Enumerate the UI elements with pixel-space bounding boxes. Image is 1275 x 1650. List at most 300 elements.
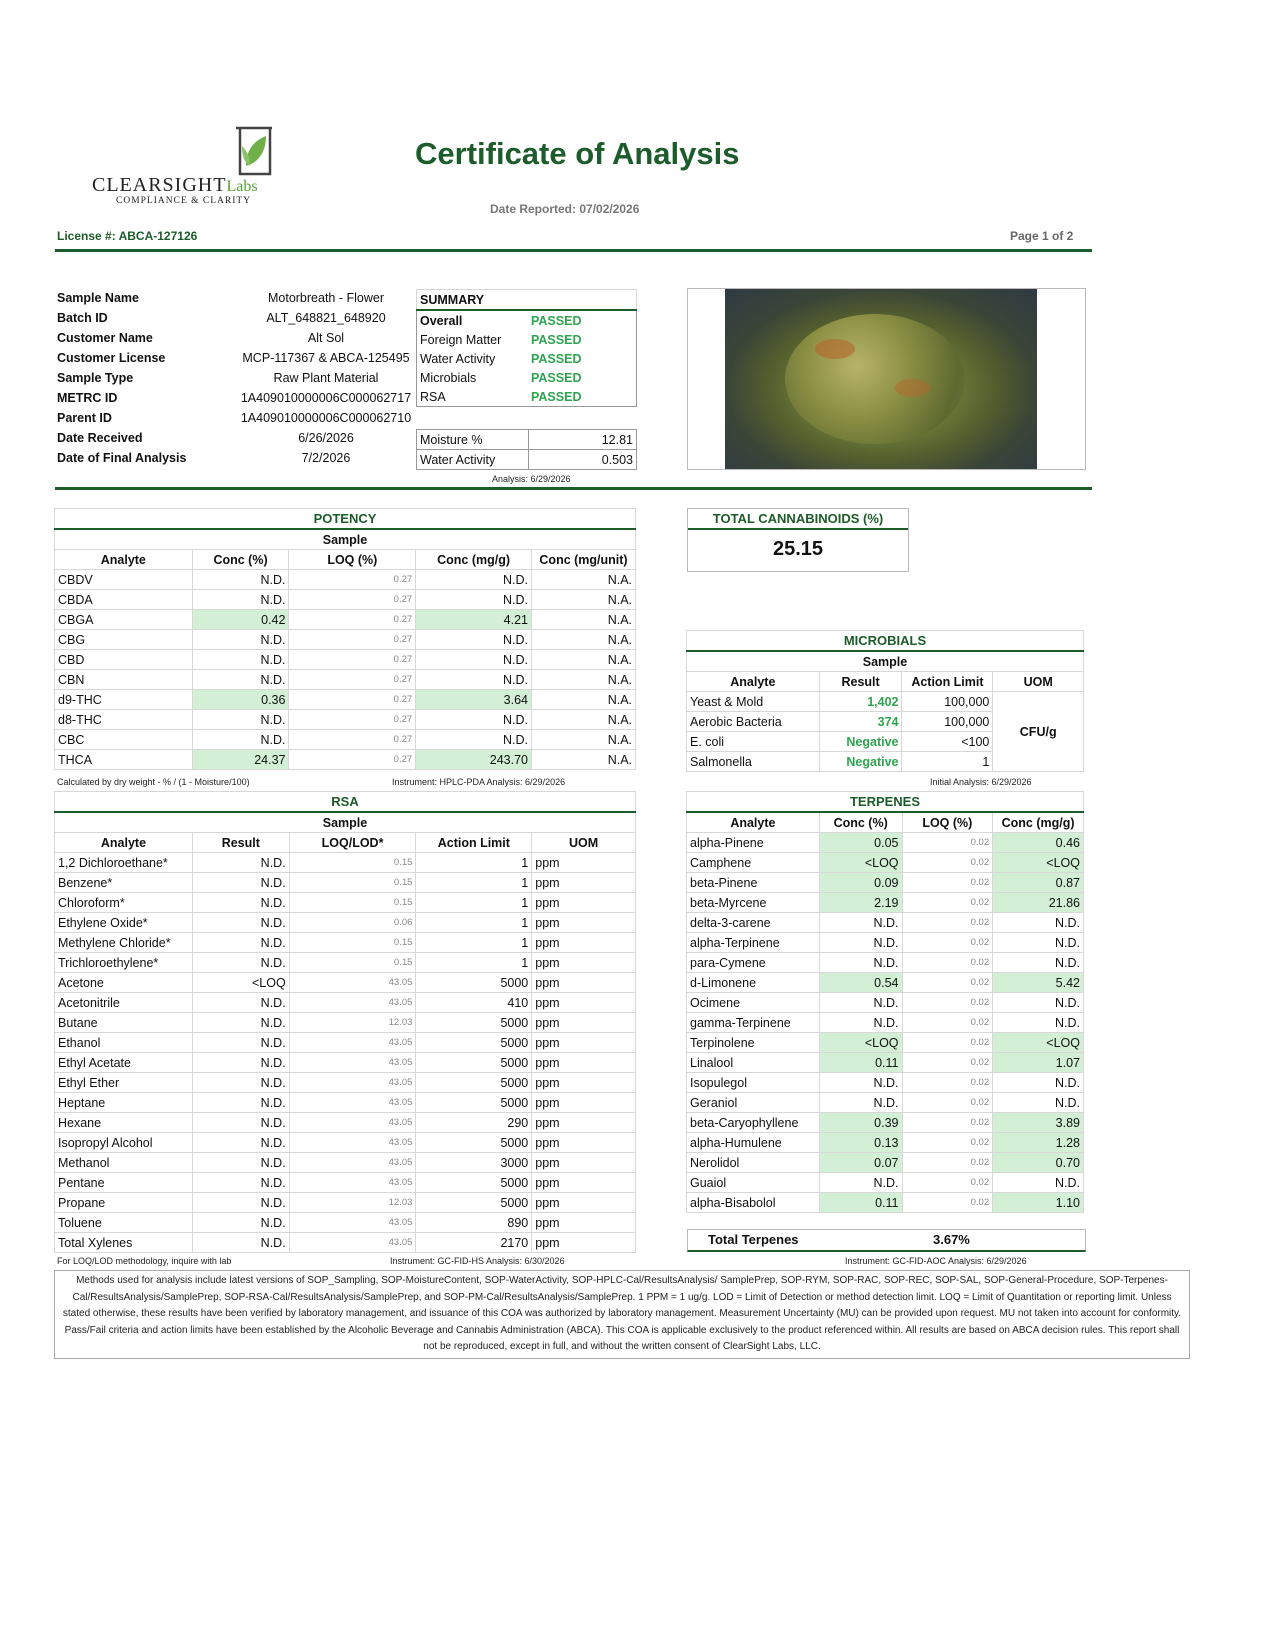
rsa-cell: N.D. (192, 933, 289, 953)
potency-row (55, 670, 636, 690)
microbial-limit: 1 (902, 752, 993, 772)
info-row (55, 388, 433, 408)
rsa-row (55, 1133, 636, 1153)
rsa-cell: 43.05 (289, 1233, 416, 1253)
total-cannabinoids-box (687, 508, 909, 572)
moisture-value: 12.81 (529, 430, 637, 450)
total-terpenes-label: Total Terpenes (708, 1232, 799, 1247)
potency-cell: N.A. (532, 650, 636, 670)
rsa-cell: 3000 (416, 1153, 532, 1173)
rsa-cell: Acetonitrile (55, 993, 193, 1013)
rsa-cell: N.D. (192, 1013, 289, 1033)
terpenes-cell: Ocimene (687, 993, 820, 1013)
potency-cell: CBDA (55, 590, 193, 610)
rsa-cell: 12.03 (289, 1013, 416, 1033)
terpenes-cell: N.D. (819, 1173, 902, 1193)
terpenes-cell: 0.02 (902, 1153, 993, 1173)
microbial-result: 374 (819, 712, 902, 732)
microbials-col-header: Result (819, 672, 902, 692)
rsa-cell: 43.05 (289, 1173, 416, 1193)
terpenes-row (687, 1093, 1084, 1113)
rsa-cell: 1 (416, 953, 532, 973)
terpenes-row (687, 833, 1084, 853)
summary-label: Water Activity (420, 351, 496, 366)
terpenes-cell: Isopulegol (687, 1073, 820, 1093)
microbial-result: 1,402 (819, 692, 902, 712)
rsa-cell: N.D. (192, 1173, 289, 1193)
rsa-cell: ppm (532, 1133, 636, 1153)
summary-table (416, 289, 637, 407)
rsa-sample-label: Sample (55, 812, 636, 833)
terpenes-row (687, 873, 1084, 893)
potency-note-right: Instrument: HPLC-PDA Analysis: 6/29/2026 (392, 777, 566, 787)
rsa-cell: 5000 (416, 1133, 532, 1153)
rsa-row (55, 1233, 636, 1253)
info-label: Parent ID (57, 411, 112, 425)
summary-status: PASSED (531, 332, 582, 347)
potency-cell: d8-THC (55, 710, 193, 730)
rsa-cell: N.D. (192, 1113, 289, 1133)
summary-status: PASSED (531, 370, 582, 385)
summary-label: Overall (420, 313, 463, 328)
microbials-col-header: Analyte (687, 672, 820, 692)
terpenes-cell: 0.02 (902, 1193, 993, 1213)
terpenes-cell: 0.02 (902, 993, 993, 1013)
terpenes-cell: beta-Myrcene (687, 893, 820, 913)
terpenes-cell: N.D. (819, 1013, 902, 1033)
terpenes-col-header: Conc (%) (819, 812, 902, 833)
rsa-cell: ppm (532, 893, 636, 913)
rsa-cell: N.D. (192, 993, 289, 1013)
microbial-limit: <100 (902, 732, 993, 752)
rsa-row (55, 973, 636, 993)
summary-row (417, 349, 637, 368)
info-label: Customer License (57, 351, 166, 365)
info-value: MCP-117367 & ABCA-125495 (242, 351, 410, 365)
terpenes-col-header: LOQ (%) (902, 812, 993, 833)
potency-cell: N.D. (416, 710, 532, 730)
potency-cell: N.D. (192, 710, 289, 730)
rsa-cell: ppm (532, 973, 636, 993)
rsa-cell: 5000 (416, 973, 532, 993)
rsa-row (55, 1053, 636, 1073)
logo-brand-suffix: Labs (226, 178, 258, 195)
terpenes-cell: 0.07 (819, 1153, 902, 1173)
terpenes-cell: 0.02 (902, 1073, 993, 1093)
rsa-cell: N.D. (192, 953, 289, 973)
rsa-cell: N.D. (192, 1093, 289, 1113)
header-rule (55, 249, 1092, 252)
terpenes-row (687, 973, 1084, 993)
info-label: METRC ID (57, 391, 118, 405)
rsa-row (55, 1193, 636, 1213)
rsa-cell: ppm (532, 873, 636, 893)
potency-cell: 4.21 (416, 610, 532, 630)
potency-col-header: Conc (%) (192, 550, 289, 570)
terpenes-cell: 0.02 (902, 893, 993, 913)
rsa-cell: <LOQ (192, 973, 289, 993)
potency-cell: THCA (55, 750, 193, 770)
rsa-cell: N.D. (192, 1193, 289, 1213)
terpenes-cell: N.D. (993, 933, 1084, 953)
rsa-cell: ppm (532, 1073, 636, 1093)
rsa-cell: Total Xylenes (55, 1233, 193, 1253)
beaker-leaf-icon (232, 126, 278, 178)
rsa-cell: Ethyl Ether (55, 1073, 193, 1093)
terpenes-cell: 1.07 (993, 1053, 1084, 1073)
rsa-cell: 5000 (416, 1093, 532, 1113)
terpenes-cell: 0.02 (902, 973, 993, 993)
terpenes-row (687, 1033, 1084, 1053)
info-value: Raw Plant Material (273, 371, 379, 385)
rsa-row (55, 1153, 636, 1173)
microbials-sample-label: Sample (687, 651, 1084, 672)
terpenes-cell: 21.86 (993, 893, 1084, 913)
potency-cell: 243.70 (416, 750, 532, 770)
info-label: Batch ID (57, 311, 108, 325)
potency-cell: N.A. (532, 610, 636, 630)
rsa-cell: 1 (416, 933, 532, 953)
summary-label: Microbials (420, 370, 477, 385)
rsa-cell: Hexane (55, 1113, 193, 1133)
page-number: Page 1 of 2 (1010, 229, 1074, 243)
potency-row (55, 630, 636, 650)
rsa-cell: 1 (416, 873, 532, 893)
rsa-cell: Ethyl Acetate (55, 1053, 193, 1073)
rsa-cell: 1 (416, 853, 532, 873)
terpenes-cell: Geraniol (687, 1093, 820, 1113)
terpenes-cell: Linalool (687, 1053, 820, 1073)
potency-col-header: Conc (mg/g) (416, 550, 532, 570)
rsa-cell: 5000 (416, 1073, 532, 1093)
rsa-cell: 890 (416, 1213, 532, 1233)
terpenes-cell: <LOQ (819, 853, 902, 873)
rsa-title: RSA (55, 792, 636, 813)
potency-col-header: Analyte (55, 550, 193, 570)
potency-cell: N.A. (532, 710, 636, 730)
terpenes-cell: N.D. (993, 1013, 1084, 1033)
potency-title: POTENCY (55, 509, 636, 530)
rsa-cell: 43.05 (289, 1213, 416, 1233)
rsa-cell: N.D. (192, 853, 289, 873)
potency-cell: CBD (55, 650, 193, 670)
product-photo-frame (687, 288, 1086, 470)
moisture-row (417, 450, 637, 470)
terpenes-cell: 0.87 (993, 873, 1084, 893)
rsa-col-header: Action Limit (416, 833, 532, 853)
microbial-analyte: Aerobic Bacteria (687, 712, 820, 732)
rsa-cell: 0.15 (289, 893, 416, 913)
summary-label: RSA (420, 389, 446, 404)
microbial-analyte: Yeast & Mold (687, 692, 820, 712)
terpenes-cell: <LOQ (993, 853, 1084, 873)
info-value: 7/2/2026 (301, 451, 351, 465)
microbial-uom: CFU/g (993, 692, 1084, 772)
rsa-cell: 5000 (416, 1193, 532, 1213)
microbials-title: MICROBIALS (687, 631, 1084, 652)
terpenes-cell: 0.02 (902, 833, 993, 853)
potency-row (55, 690, 636, 710)
rsa-note-left: For LOQ/LOD methodology, inquire with lab (57, 1256, 232, 1266)
terpenes-cell: N.D. (993, 913, 1084, 933)
potency-cell: N.D. (192, 670, 289, 690)
info-label: Customer Name (57, 331, 153, 345)
terpenes-cell: 0.13 (819, 1133, 902, 1153)
terpenes-cell: <LOQ (993, 1033, 1084, 1053)
terpenes-cell: <LOQ (819, 1033, 902, 1053)
terpenes-cell: 0.02 (902, 1113, 993, 1133)
microbials-note: Initial Analysis: 6/29/2026 (930, 777, 1032, 787)
terpenes-cell: alpha-Humulene (687, 1133, 820, 1153)
rsa-cell: Propane (55, 1193, 193, 1213)
terpenes-cell: beta-Pinene (687, 873, 820, 893)
rsa-cell: Pentane (55, 1173, 193, 1193)
summary-row (417, 330, 637, 349)
terpenes-cell: 0.02 (902, 913, 993, 933)
potency-cell: N.D. (416, 630, 532, 650)
terpenes-cell: 1.28 (993, 1133, 1084, 1153)
terpenes-cell: 0.02 (902, 873, 993, 893)
microbial-analyte: E. coli (687, 732, 820, 752)
rsa-col-header: Result (192, 833, 289, 853)
terpenes-cell: 0.05 (819, 833, 902, 853)
terpenes-cell: 0.02 (902, 1013, 993, 1033)
potency-cell: CBG (55, 630, 193, 650)
info-label: Sample Name (57, 291, 139, 305)
terpenes-cell: N.D. (819, 913, 902, 933)
potency-cell: 0.27 (289, 690, 416, 710)
terpenes-col-header: Analyte (687, 812, 820, 833)
summary-status: PASSED (531, 313, 582, 328)
info-row (55, 308, 433, 328)
potency-cell: 0.27 (289, 610, 416, 630)
rsa-row (55, 913, 636, 933)
rsa-cell: 43.05 (289, 973, 416, 993)
rsa-cell: 0.15 (289, 873, 416, 893)
rsa-cell: 43.05 (289, 1113, 416, 1133)
terpenes-cell: 0.11 (819, 1053, 902, 1073)
rsa-cell: Ethylene Oxide* (55, 913, 193, 933)
potency-cell: N.A. (532, 590, 636, 610)
terpenes-row (687, 1053, 1084, 1073)
rsa-row (55, 1093, 636, 1113)
rsa-cell: N.D. (192, 1133, 289, 1153)
info-value: 1A409010000006C000062717 (240, 391, 412, 405)
rsa-cell: ppm (532, 1113, 636, 1133)
rsa-row (55, 953, 636, 973)
rsa-cell: 43.05 (289, 1133, 416, 1153)
potency-row (55, 650, 636, 670)
info-value: Alt Sol (307, 331, 345, 345)
potency-cell: CBC (55, 730, 193, 750)
rsa-cell: ppm (532, 1233, 636, 1253)
license-number: License #: ABCA-127126 (57, 229, 198, 243)
info-row (55, 328, 433, 348)
rsa-row (55, 1173, 636, 1193)
rsa-cell: Ethanol (55, 1033, 193, 1053)
terpenes-cell: 0.46 (993, 833, 1084, 853)
info-row (55, 348, 433, 368)
terpenes-cell: beta-Caryophyllene (687, 1113, 820, 1133)
potency-cell: 0.27 (289, 570, 416, 590)
potency-cell: CBGA (55, 610, 193, 630)
terpenes-cell: N.D. (819, 993, 902, 1013)
terpenes-cell: alpha-Pinene (687, 833, 820, 853)
terpenes-row (687, 1113, 1084, 1133)
rsa-row (55, 853, 636, 873)
rsa-cell: N.D. (192, 873, 289, 893)
info-value: 6/26/2026 (298, 431, 354, 445)
rsa-cell: 43.05 (289, 1093, 416, 1113)
potency-cell: CBDV (55, 570, 193, 590)
terpenes-cell: 1.10 (993, 1193, 1084, 1213)
terpenes-cell: N.D. (993, 1173, 1084, 1193)
potency-cell: N.A. (532, 630, 636, 650)
potency-table (54, 508, 636, 770)
terpenes-cell: N.D. (819, 1093, 902, 1113)
sample-info-table (55, 288, 433, 468)
summary-label: Foreign Matter (420, 332, 502, 347)
microbial-result: Negative (819, 732, 902, 752)
logo-tagline: COMPLIANCE & CLARITY (116, 196, 252, 206)
rsa-col-header: Analyte (55, 833, 193, 853)
rsa-cell: ppm (532, 913, 636, 933)
potency-row (55, 570, 636, 590)
potency-row (55, 730, 636, 750)
rsa-row (55, 1073, 636, 1093)
rsa-cell: Butane (55, 1013, 193, 1033)
moisture-table (416, 429, 637, 470)
rsa-cell: 12.03 (289, 1193, 416, 1213)
rsa-cell: N.D. (192, 913, 289, 933)
terpenes-cell: gamma-Terpinene (687, 1013, 820, 1033)
logo-brand: CLEARSIGHT (92, 174, 227, 196)
rsa-cell: Heptane (55, 1093, 193, 1113)
terpenes-cell: Camphene (687, 853, 820, 873)
rsa-cell: Acetone (55, 973, 193, 993)
terpenes-cell: 0.39 (819, 1113, 902, 1133)
info-label: Date Received (57, 431, 143, 445)
terpenes-note: Instrument: GC-FID-AOC Analysis: 6/29/2026 (845, 1256, 1027, 1266)
summary-title: SUMMARY (417, 290, 637, 311)
rsa-cell: Isopropyl Alcohol (55, 1133, 193, 1153)
moisture-label: Water Activity (417, 450, 529, 470)
summary-row (417, 310, 637, 330)
terpenes-cell: alpha-Terpinene (687, 933, 820, 953)
rsa-cell: 1,2 Dichloroethane* (55, 853, 193, 873)
rsa-cell: N.D. (192, 1213, 289, 1233)
terpenes-cell: N.D. (819, 953, 902, 973)
methods-footer: Methods used for analysis include latest versions of SOP_Sampling, SOP-MoistureContent, SOP-WaterActivity, SOP-HPLC-Cal/ResultsAnalysis/ SamplePrep, SOP-RYM, SOP-RAC, SOP-REC, SOP-SAL, SOP-General-Procedure, SOP-Terpenes-Cal/ResultsAnalysis/SamplePrep, SOP-RSA-Cal/ResultsAnalysis/SamplePrep, and SOP-PM-Cal/ResultsAnalysis/SamplePrep. 1 PPM = 1 ug/g. LOD = Limit of Detection or method detection limit. LOQ = Limit of Quantitation or reporting limit. Unless stated otherwise, these results have been verified by laboratory management, and issuance of this COA was authorized by laboratory management. Measurement Uncertainty (MU) can be provided upon request. MU not taken into account for conformity. Pass/Fail criteria and action limits have been established by the Alcoholic Beverage and Cannabis Administration (ABCA). This COA is applicable exclusively to the product referenced within. All results are based on ABCA decision rules. This report shall not be reproduced, except in full, and without the written consent of ClearSight Labs, LLC. (54, 1270, 1190, 1359)
terpenes-row (687, 1173, 1084, 1193)
microbials-col-header: UOM (993, 672, 1084, 692)
summary-row (417, 387, 637, 407)
rsa-row (55, 1013, 636, 1033)
rsa-cell: 5000 (416, 1053, 532, 1073)
rsa-cell: ppm (532, 1213, 636, 1233)
terpenes-row (687, 1193, 1084, 1213)
terpenes-cell: N.D. (819, 933, 902, 953)
rsa-cell: 2170 (416, 1233, 532, 1253)
rsa-table (54, 791, 636, 1253)
potency-cell: 24.37 (192, 750, 289, 770)
info-row (55, 368, 433, 388)
potency-cell: N.D. (416, 730, 532, 750)
terpenes-cell: 0.54 (819, 973, 902, 993)
terpenes-row (687, 1013, 1084, 1033)
rsa-row (55, 1213, 636, 1233)
terpenes-cell: 0.02 (902, 1133, 993, 1153)
microbials-col-header: Action Limit (902, 672, 993, 692)
rsa-cell: N.D. (192, 1073, 289, 1093)
terpenes-cell: 0.02 (902, 1093, 993, 1113)
potency-cell: 0.36 (192, 690, 289, 710)
summary-status: PASSED (531, 389, 582, 404)
rsa-cell: 1 (416, 913, 532, 933)
potency-cell: d9-THC (55, 690, 193, 710)
rsa-cell: ppm (532, 1093, 636, 1113)
rsa-col-header: UOM (532, 833, 636, 853)
terpenes-cell: 0.02 (902, 953, 993, 973)
rsa-cell: 0.15 (289, 933, 416, 953)
page-title: Certificate of Analysis (415, 136, 740, 171)
potency-row (55, 590, 636, 610)
terpenes-table (686, 791, 1084, 1213)
rsa-col-header: LOQ/LOD* (289, 833, 416, 853)
rsa-cell: ppm (532, 1173, 636, 1193)
info-value: 1A409010000006C000062710 (240, 411, 412, 425)
potency-cell: N.D. (416, 570, 532, 590)
terpenes-cell: para-Cymene (687, 953, 820, 973)
rsa-cell: 5000 (416, 1173, 532, 1193)
total-cannabinoids-title: TOTAL CANNABINOIDS (%) (688, 509, 908, 530)
potency-cell: N.A. (532, 570, 636, 590)
rsa-cell: N.D. (192, 1033, 289, 1053)
rsa-cell: Methanol (55, 1153, 193, 1173)
potency-cell: 0.27 (289, 710, 416, 730)
rsa-cell: ppm (532, 953, 636, 973)
potency-cell: CBN (55, 670, 193, 690)
rsa-note-right: Instrument: GC-FID-HS Analysis: 6/30/2026 (390, 1256, 565, 1266)
terpenes-cell: N.D. (819, 1073, 902, 1093)
rsa-cell: Chloroform* (55, 893, 193, 913)
potency-cell: N.D. (192, 570, 289, 590)
microbials-table (686, 630, 1084, 772)
potency-cell: 0.27 (289, 630, 416, 650)
product-photo (725, 289, 1037, 469)
potency-cell: 3.64 (416, 690, 532, 710)
rsa-cell: Trichloroethylene* (55, 953, 193, 973)
moisture-analysis-note: Analysis: 6/29/2026 (492, 474, 571, 484)
summary-status: PASSED (531, 351, 582, 366)
info-row (55, 288, 433, 308)
terpenes-cell: 0.02 (902, 933, 993, 953)
microbial-result: Negative (819, 752, 902, 772)
info-row (55, 448, 433, 468)
rsa-cell: N.D. (192, 1233, 289, 1253)
rsa-cell: 43.05 (289, 1153, 416, 1173)
potency-cell: N.D. (416, 590, 532, 610)
moisture-value: 0.503 (529, 450, 637, 470)
terpenes-cell: 3.89 (993, 1113, 1084, 1133)
microbial-limit: 100,000 (902, 692, 993, 712)
rsa-cell: ppm (532, 1033, 636, 1053)
potency-cell: N.D. (192, 730, 289, 750)
rsa-cell: ppm (532, 1013, 636, 1033)
terpenes-row (687, 1153, 1084, 1173)
info-label: Sample Type (57, 371, 134, 385)
terpenes-row (687, 913, 1084, 933)
